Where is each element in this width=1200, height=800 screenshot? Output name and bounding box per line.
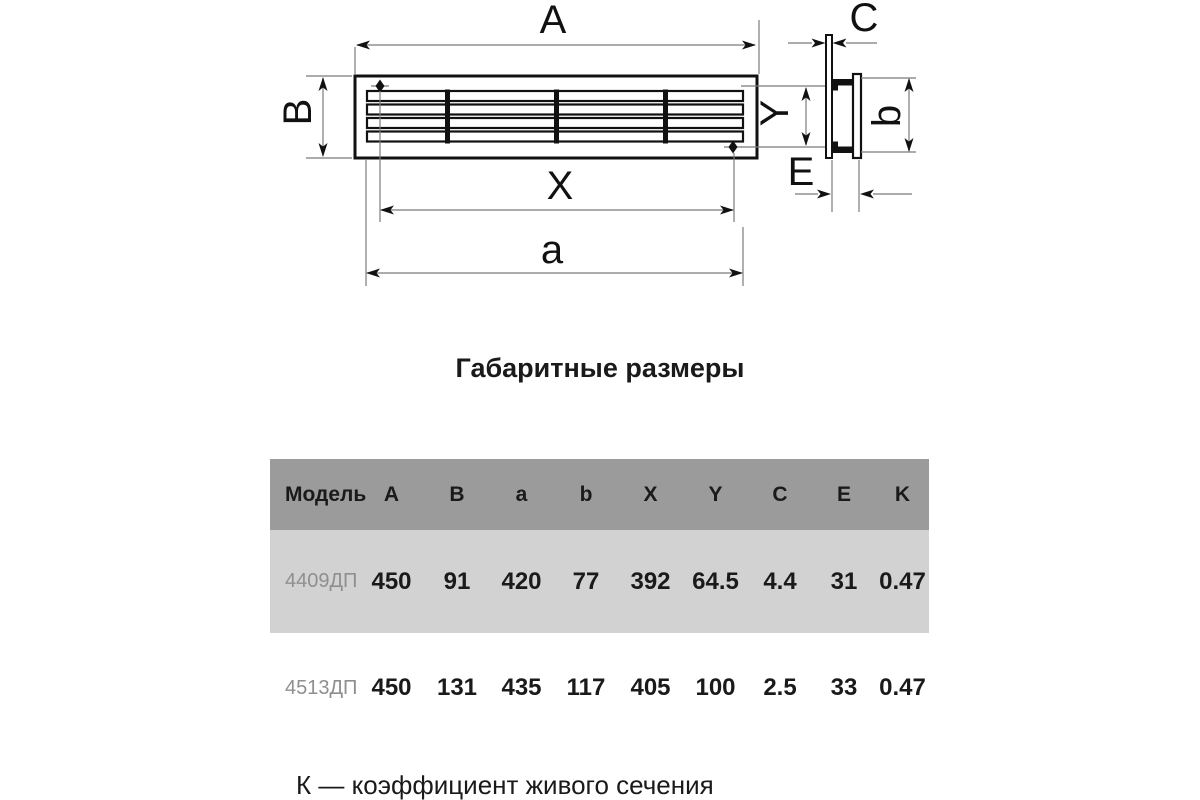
column-header-A: A bbox=[383, 482, 400, 506]
side-view bbox=[826, 35, 861, 158]
table-row bbox=[270, 530, 929, 633]
dim-label-Y: Y bbox=[753, 99, 797, 127]
dimension-A bbox=[355, 0, 759, 74]
value-cell: 64.5 bbox=[692, 567, 739, 595]
value-cell: 131 bbox=[436, 674, 478, 701]
value-cell: 31 bbox=[830, 567, 858, 595]
value-cell: 392 bbox=[630, 567, 671, 595]
flange-plate bbox=[826, 35, 832, 158]
dim-label-X: X bbox=[546, 164, 574, 208]
dimension-E bbox=[788, 150, 912, 212]
column-header-E: E bbox=[836, 482, 851, 506]
arrowhead bbox=[833, 39, 847, 48]
front-view bbox=[355, 76, 757, 158]
table-row bbox=[270, 633, 929, 743]
value-cell: 450 bbox=[371, 567, 412, 595]
divider bbox=[663, 90, 668, 144]
column-header-model: Модель bbox=[285, 482, 367, 506]
value-cell: 405 bbox=[630, 674, 671, 701]
value-cell: 0.47 bbox=[879, 567, 926, 595]
column-header-B: B bbox=[449, 482, 465, 506]
model-cell: 4513ДП bbox=[285, 676, 358, 699]
dim-label-C: C bbox=[849, 0, 879, 40]
dim-label-E: E bbox=[787, 150, 815, 194]
column-header-Y: Y bbox=[708, 482, 723, 506]
divider bbox=[554, 90, 559, 144]
mounting-tab-top bbox=[832, 79, 853, 91]
section-title: Габаритные размеры bbox=[455, 353, 745, 383]
column-header-K: K bbox=[894, 482, 911, 506]
footnote: К — коэффициент живого сечения bbox=[296, 770, 714, 800]
dimension-B bbox=[276, 76, 352, 158]
value-cell: 0.47 bbox=[879, 674, 926, 701]
column-header-X: X bbox=[643, 482, 658, 506]
value-cell: 450 bbox=[371, 674, 412, 701]
value-cell: 435 bbox=[501, 674, 542, 701]
dim-label-B: B bbox=[276, 98, 320, 126]
column-header-a: a bbox=[515, 482, 528, 506]
column-header-b: b bbox=[579, 482, 593, 506]
dimension-C bbox=[788, 0, 878, 48]
value-cell: 117 bbox=[566, 674, 606, 701]
dim-label-b: b bbox=[865, 104, 909, 128]
value-cell: 420 bbox=[501, 567, 542, 595]
dim-label-A: A bbox=[539, 0, 567, 42]
model-cell: 4409ДП bbox=[285, 570, 358, 592]
value-cell: 91 bbox=[443, 567, 471, 595]
divider bbox=[445, 90, 450, 144]
technical-drawing bbox=[0, 0, 1200, 330]
mounting-tab-bottom bbox=[832, 142, 853, 154]
value-cell: 4.4 bbox=[763, 567, 797, 595]
dimension-b bbox=[861, 78, 916, 152]
collar-bar bbox=[853, 74, 861, 158]
column-header-C: C bbox=[772, 482, 788, 506]
arrowhead bbox=[812, 39, 826, 48]
table-header-row bbox=[270, 459, 929, 530]
arrowhead bbox=[817, 190, 831, 199]
value-cell: 77 bbox=[572, 567, 600, 595]
value-cell: 100 bbox=[695, 674, 736, 701]
value-cell: 33 bbox=[830, 674, 858, 701]
dim-label-a: a bbox=[540, 228, 564, 272]
value-cell: 2.5 bbox=[763, 674, 797, 701]
spec-table bbox=[270, 459, 929, 743]
arrowhead bbox=[860, 190, 874, 199]
